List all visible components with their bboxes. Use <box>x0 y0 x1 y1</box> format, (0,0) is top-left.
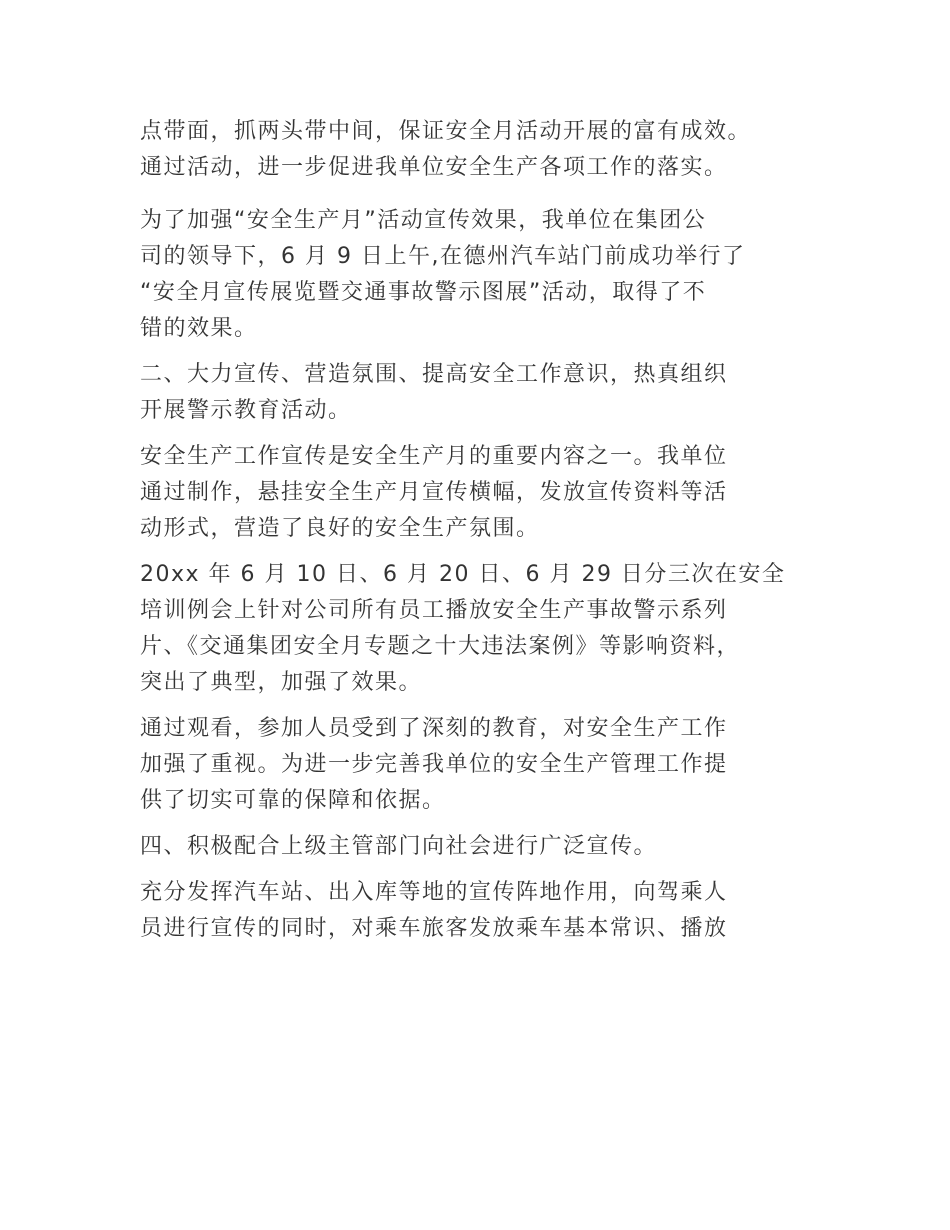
paragraph-spacer <box>140 547 810 557</box>
paragraph-spacer <box>140 347 810 357</box>
paragraph-warning-videos: 20xx 年 6 月 10 日、6 月 20 日、6 月 29 日分三次在安全 培训例会上针对公司所有员工播放安全生产事故警示系列 片、《交通集团安全月专题之十大违法案例》等影响资料， 突出了典型，加强了效果。 <box>140 562 786 695</box>
paragraph-spacer <box>140 701 810 711</box>
paragraph-exhibition-event: 为了加强“安全生产月”活动宣传效果，我单位在集团公 司的领导下，6 月 9 日上午,在德州汽车站门前成功举行了 “安全月宣传展览暨交通事故警示图展”活动，取得了不 错的效果。 <box>140 208 746 341</box>
paragraph-activity-results: 点带面，抓两头带中间，保证安全月活动开展的富有成效。 通过活动，进一步促进我单位安全生产各项工作的落实。 <box>140 119 752 180</box>
paragraph-station-publicity: 充分发挥汽车站、出入库等地的宣传阵地作用，向驾乘人 员进行宣传的同时，对乘车旅客发放乘车基本常识、播放 <box>140 880 728 941</box>
paragraph-spacer <box>140 819 810 829</box>
paragraph-spacer <box>140 429 810 439</box>
paragraph-spacer <box>140 865 810 875</box>
section-heading-cooperation: 四、积极配合上级主管部门向社会进行广泛宣传。 <box>140 834 658 859</box>
section-heading-publicity: 二、大力宣传、营造氛围、提高安全工作意识，热真组织 开展警示教育活动。 <box>140 362 728 423</box>
paragraph-publicity-work: 安全生产工作宣传是安全生产月的重要内容之一。我单位 通过制作，悬挂安全生产月宣传横幅，发放宣传资料等活 动形式，营造了良好的安全生产氛围。 <box>140 444 728 541</box>
paragraph-education-effect: 通过观看，参加人员受到了深刻的教育，对安全生产工作 加强了重视。为进一步完善我单位的安全生产管理工作提 供了切实可靠的保障和依据。 <box>140 716 728 813</box>
document-body <box>140 114 810 947</box>
paragraph-spacer <box>140 193 810 203</box>
